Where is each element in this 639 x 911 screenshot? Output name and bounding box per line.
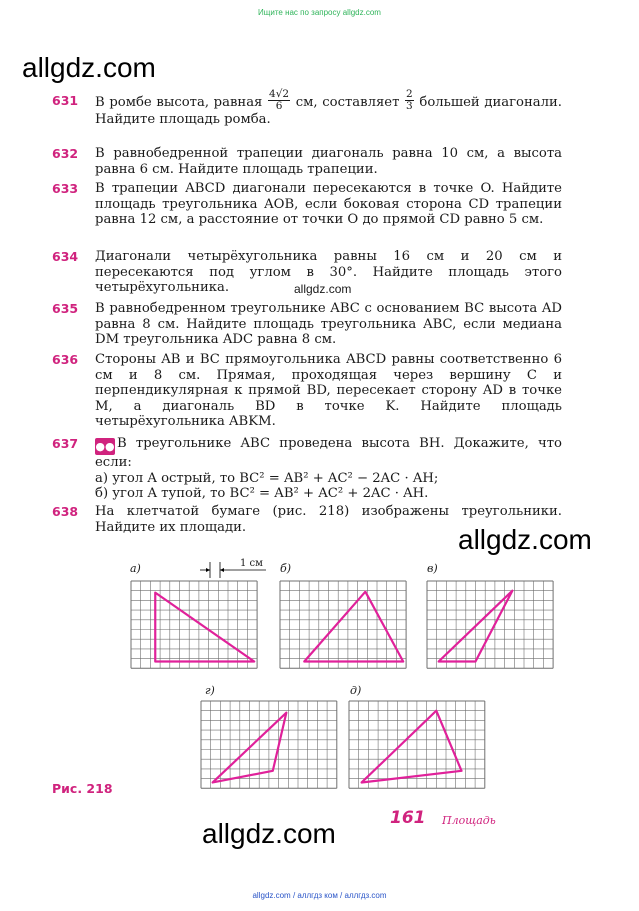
grid-e-triangle [362, 711, 462, 783]
problem-637 [52, 436, 562, 502]
problem-text: На клетчатой бумаге (рис. 218) изображены треугольники. Найдите их площади. [95, 504, 562, 535]
text-part: большей диагонали. Найдите площадь ромба. [95, 95, 562, 127]
problem-number: 632 [52, 146, 79, 161]
problem-number: 636 [52, 352, 79, 367]
grid-b [279, 580, 407, 669]
grid-d [200, 700, 338, 789]
fraction-height [268, 89, 290, 112]
problem-632 [52, 146, 562, 177]
text-part: В треугольнике ABC проведена высота BH. Докажите, что если: [95, 436, 562, 470]
problem-text [95, 88, 562, 128]
problem-text: Стороны AB и BC прямоугольника ABCD равны соответственно 6 см и 8 см. Прямая, проходящая через вершину C и перпендикулярная к прямой BD, пересекает сторону AD в точке M, а диагональ BD в точке K. Найдите площадь четырёхугольника ABKM. [95, 352, 562, 429]
problem-number: 637 [52, 436, 79, 451]
watermark-top: allgdz.com [22, 52, 156, 83]
watermark-bottom: allgdz.com [202, 818, 336, 849]
figure-label-b: б) [280, 562, 292, 575]
fraction-numerator: 4√2 [269, 88, 290, 100]
problem-number: 638 [52, 504, 79, 519]
problem-part-a: а) угол A острый, то BC² = AB² + AC² − 2AC · AH; [95, 470, 439, 486]
page-number: 161 [390, 808, 426, 828]
problem-634 [52, 249, 562, 296]
fraction-numerator: 2 [406, 88, 413, 100]
grid-c [426, 580, 554, 669]
fraction-ratio [405, 89, 414, 112]
grid-a [130, 580, 258, 669]
text-part: В ромбе высота, равная [95, 95, 268, 110]
problem-633 [52, 181, 562, 228]
figure-caption: Рис. 218 [52, 781, 113, 796]
problem-text: В равнобедренной трапеции диагональ равна 10 см, а высота равна 6 см. Найдите площадь трапеции. [95, 146, 562, 177]
figure-label-d: г) [205, 684, 215, 697]
figure-label-e: д) [350, 684, 362, 697]
scale-label: 1 см [240, 558, 263, 569]
problem-text: В равнобедренном треугольнике ABC с основанием BC высота AD равна 8 см. Найдите площадь треугольника ABC, если медиана DM треугольника ADC равна 8 см. [95, 301, 562, 347]
problem-635 [52, 301, 562, 348]
problem-number: 635 [52, 301, 79, 316]
problem-text: В трапеции ABCD диагонали пересекаются в точке O. Найдите площадь треугольника AOB, если боковая сторона CD трапеции равна 12 см, а расстояние от точки O до прямой CD равно 5 см. [95, 181, 562, 227]
problem-number: 631 [52, 93, 79, 108]
grid-e [348, 700, 486, 789]
fraction-denominator: 3 [406, 100, 413, 112]
problem-631 [52, 88, 562, 128]
figure-label-a: а) [130, 562, 141, 575]
figure-label-c: в) [427, 562, 438, 575]
top-search-note: Ищите нас по запросу allgdz.com [258, 8, 381, 17]
footer-links: allgdz.com / аллгдз ком / аллгдз.com [252, 891, 387, 900]
text-part: см, составляет [291, 95, 405, 110]
problem-number: 633 [52, 181, 79, 196]
group-work-icon: ●● [95, 440, 115, 453]
problem-636 [52, 352, 562, 430]
fraction-denominator: 6 [275, 100, 283, 112]
problem-number: 634 [52, 249, 79, 264]
section-title: Площадь [442, 814, 496, 827]
watermark-small: allgdz.com [294, 282, 352, 296]
problem-part-b: б) угол A тупой, то BC² = AB² + AC² + 2AC · AH. [95, 486, 429, 501]
problem-text: Диагонали четырёхугольника равны 16 см и 20 см и пересекаются под углом в 30°. Найдите площадь этого четырёхугольника. [95, 249, 562, 295]
watermark-middle: allgdz.com [458, 524, 592, 555]
problem-text [95, 436, 562, 502]
scale-marker [196, 556, 276, 578]
